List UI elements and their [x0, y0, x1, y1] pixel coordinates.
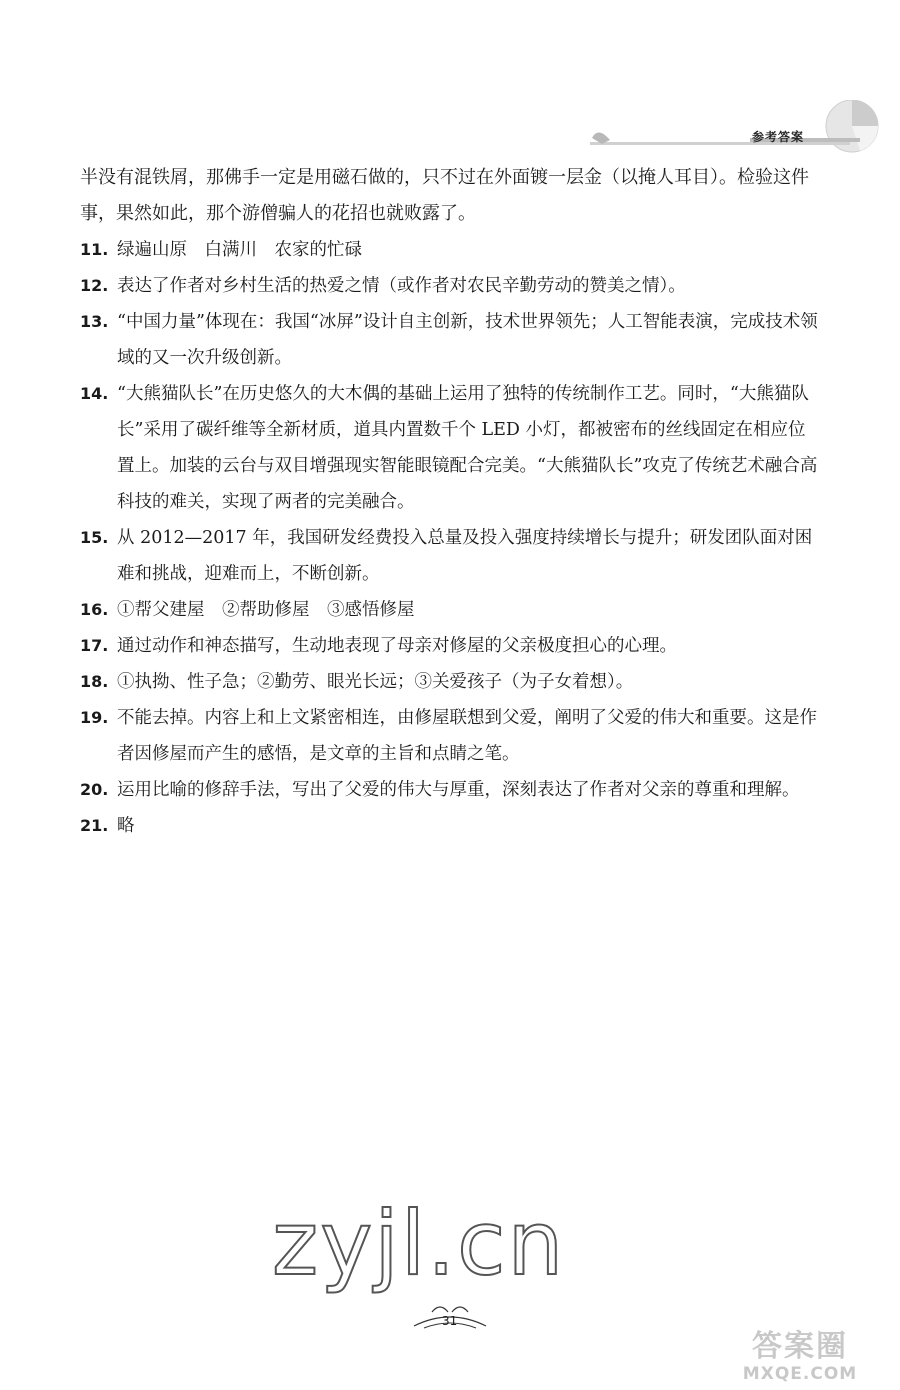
answer-item-17 — [80, 628, 820, 664]
answer-item-15 — [80, 520, 820, 592]
item-number: 15. — [80, 528, 109, 547]
corner-logo-title: 答案圈 — [752, 1329, 848, 1364]
item-number: 19. — [80, 708, 109, 727]
answer-content — [80, 160, 820, 844]
item-text: 略 — [117, 816, 135, 836]
corner-logo-url: MXQE.COM — [742, 1364, 858, 1384]
answer-item-16 — [80, 592, 820, 628]
answer-item-21 — [80, 808, 820, 844]
answer-item-19 — [80, 700, 820, 772]
item-number: 18. — [80, 672, 109, 691]
item-text: 表达了作者对乡村生活的热爱之情（或作者对农民辛勤劳动的赞美之情）。 — [117, 276, 686, 296]
answer-item-12 — [80, 268, 820, 304]
answer-item-20 — [80, 772, 820, 808]
item-text: ①执拗、性子急；②勤劳、眼光长远；③关爱孩子（为子女着想）。 — [117, 672, 634, 692]
item-number: 12. — [80, 276, 109, 295]
item-text: 通过动作和神态描写，生动地表现了母亲对修屋的父亲极度担心的心理。 — [117, 636, 677, 656]
item-text: “中国力量”体现在：我国“冰屏”设计自主创新，技术世界领先；人工智能表演，完成技术领域的又一次升级创新。 — [117, 312, 818, 368]
continuation-paragraph: 半没有混铁屑，那佛手一定是用磁石做的，只不过在外面镀一层金（以掩人耳目）。检验这件事，果然如此，那个游僧骗人的花招也就败露了。 — [80, 167, 809, 224]
item-text: 不能去掉。内容上和上文紧密相连，由修屋联想到父爱，阐明了父爱的伟大和重要。这是作者因修屋而产生的感悟，是文章的主旨和点睛之笔。 — [117, 708, 817, 764]
item-number: 11. — [80, 240, 109, 259]
item-text: ①帮父建屋 ②帮助修屋 ③感悟修屋 — [117, 600, 415, 620]
answer-item-14 — [80, 376, 820, 520]
item-number: 13. — [80, 312, 109, 331]
item-number: 14. — [80, 384, 109, 403]
header-label: 参考答案 — [752, 130, 805, 144]
item-text: 绿遍山原 白满川 农家的忙碌 — [117, 240, 362, 260]
answer-item-13 — [80, 304, 820, 376]
answer-item-18 — [80, 664, 820, 700]
watermark-text: zyjl.cn — [272, 1192, 566, 1295]
page-number: 31 — [442, 1314, 458, 1328]
item-number: 20. — [80, 780, 109, 799]
item-text: “大熊猫队长”在历史悠久的大木偶的基础上运用了独特的传统制作工艺。同时，“大熊猫队长”采用了碳纤维等全新材质，道具内置数千个 LED 小灯，都被密布的丝线固定在相应位置上。加装的云台与双目增强现实智能眼镜配合完美。“大熊猫队长”攻克了传统艺术融合高科技的难关，实现了两者的完美融合。 — [117, 384, 818, 512]
item-number: 16. — [80, 600, 109, 619]
answer-item-11 — [80, 232, 820, 268]
item-number: 21. — [80, 816, 109, 835]
item-number: 17. — [80, 636, 109, 655]
corner-logo — [700, 1330, 900, 1390]
item-text: 运用比喻的修辞手法，写出了父爱的伟大与厚重，深刻表达了作者对父亲的尊重和理解。 — [117, 780, 800, 800]
item-text: 从 2012—2017 年，我国研发经费投入总量及投入强度持续增长与提升；研发团队面对困难和挑战，迎难而上，不断创新。 — [117, 528, 813, 584]
header-decoration-icon — [590, 100, 890, 160]
